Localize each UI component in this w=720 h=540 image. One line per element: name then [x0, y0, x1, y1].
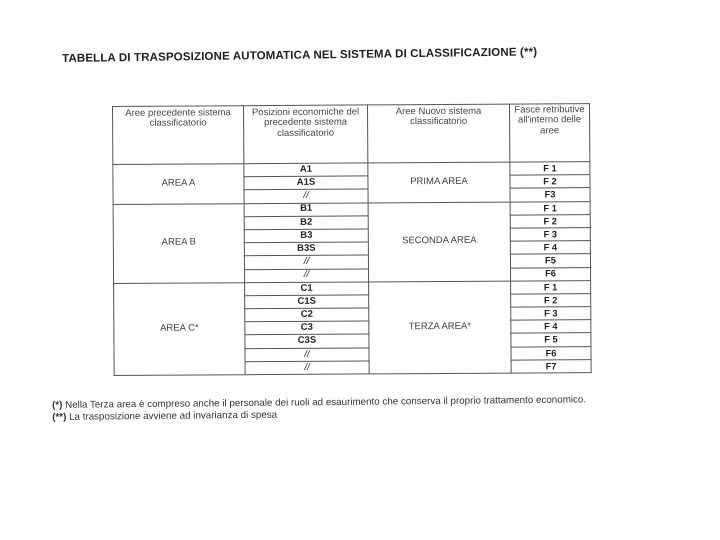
header-fasce: Fasce retributive all'interno delle aree: [509, 104, 589, 162]
position-cell: //: [244, 189, 368, 203]
new-area-cell: PRIMA AREA: [368, 162, 510, 202]
fascia-cell: F7: [511, 359, 591, 373]
position-cell: //: [245, 361, 369, 375]
table-body: [113, 104, 592, 376]
old-area-cell: AREA B: [113, 203, 244, 283]
footnote-1-mark: (*): [52, 399, 63, 411]
fascia-cell: F6: [511, 346, 591, 360]
position-cell: B3: [244, 229, 368, 243]
footnote-2-text: La trasposizione avviene ad invarianza di spesa: [69, 409, 278, 423]
position-cell: A1: [244, 163, 368, 177]
position-cell: A1S: [244, 176, 368, 190]
fascia-cell: F 4: [511, 320, 591, 334]
fascia-cell: F6: [510, 267, 590, 281]
position-cell: C1: [245, 282, 369, 296]
transposition-table: [112, 103, 592, 376]
fascia-cell: F 1: [511, 280, 591, 294]
new-area-cell: TERZA AREA*: [369, 281, 512, 374]
fascia-cell: F 4: [510, 241, 590, 255]
fascia-cell: F 3: [510, 228, 590, 242]
header-new-area: Aree Nuovo sistema classificatorio: [367, 104, 509, 163]
fascia-cell: F 3: [511, 307, 591, 321]
position-cell: //: [244, 268, 368, 282]
old-area-cell: AREA A: [113, 164, 244, 204]
position-cell: B1: [244, 202, 368, 216]
header-old-positions: Posizioni economiche del precedente sistema classificatorio: [244, 105, 368, 164]
footnotes: [52, 394, 662, 424]
transposition-table-wrapper: [112, 103, 592, 376]
fascia-cell: F 5: [511, 333, 591, 347]
fascia-cell: F 2: [510, 175, 590, 189]
old-area-cell: AREA C*: [114, 282, 246, 375]
position-cell: //: [245, 348, 369, 362]
position-cell: C1S: [245, 295, 369, 309]
fascia-cell: F5: [510, 254, 590, 268]
position-cell: B2: [244, 216, 368, 230]
fascia-cell: F 2: [511, 293, 591, 307]
position-cell: C3: [245, 321, 369, 335]
new-area-cell: SECONDA AREA: [368, 202, 510, 282]
fascia-cell: F 2: [510, 214, 590, 228]
document-title: TABELLA DI TRASPOSIZIONE AUTOMATICA NEL SISTEMA DI CLASSIFICAZIONE (**): [62, 46, 538, 65]
header-row: [113, 104, 590, 165]
position-cell: //: [244, 255, 368, 269]
fascia-cell: F3: [510, 188, 590, 202]
footnote-1-text: Nella Terza area è compreso anche il personale dei ruoli ad esaurimento che conserva il proprio trattamento economico.: [65, 394, 587, 411]
position-cell: C3S: [245, 334, 369, 348]
footnote-2-mark: (**): [52, 411, 67, 423]
position-cell: C2: [245, 308, 369, 322]
fascia-cell: F 1: [510, 201, 590, 215]
fascia-cell: F 1: [510, 162, 590, 176]
header-old-area: Aree precedente sistema classificatorio: [113, 106, 244, 165]
position-cell: B3S: [244, 242, 368, 256]
